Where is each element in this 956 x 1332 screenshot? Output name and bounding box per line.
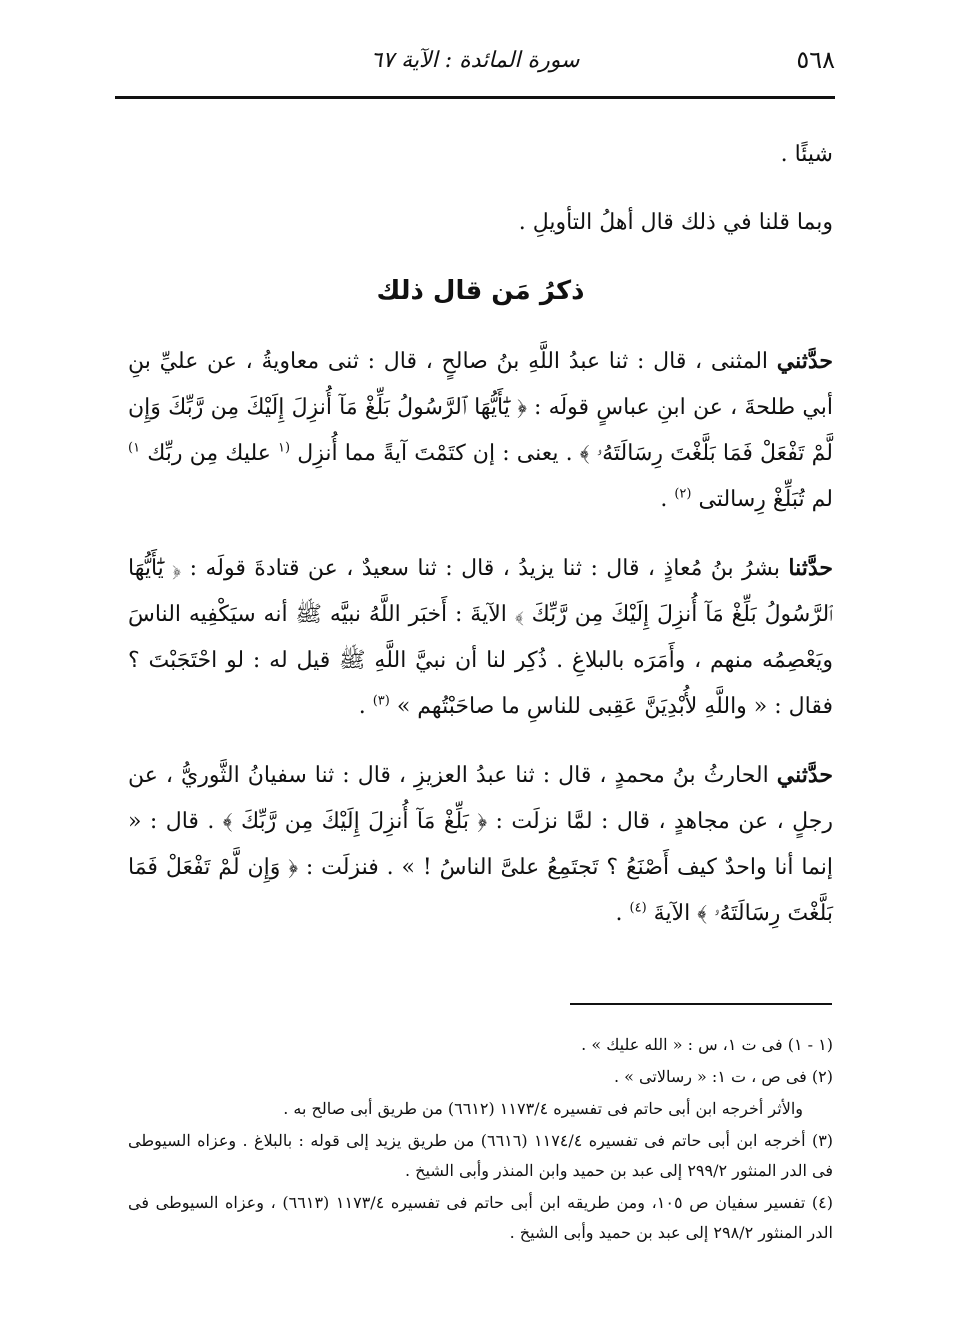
section-heading: ذكرُ مَن قال ذلك xyxy=(376,276,585,306)
footnote-3: (٣) أخرجه ابن أبى حاتم فى تفسيره ١١٧٤/٤ (٦٦١٦) من طريق يزيد إلى قوله : بالبلاغ . وعزاه السيوطى فى الدر المنثور ٢٩٩/٢ إلى عبد بن حميد وابن المنذر وأبى الشيخ . xyxy=(128,1131,834,1180)
paragraph-3 xyxy=(128,338,833,523)
paragraph-3-end: لم تُبَلِّغْ رِسالتى xyxy=(691,487,833,512)
footnote-rule xyxy=(570,1003,832,1005)
paragraph-1: شيئًا . xyxy=(780,142,833,167)
paragraph-5-close: . xyxy=(615,901,630,926)
footnote-marker: (٤) xyxy=(629,900,647,916)
footnote-4: (٤) تفسير سفيان ص ١٠٥، ومن طريقه ابن أبى حاتم فى تفسيره ١١٧٣/٤ (٦٦١٣) ، وعزاه السيوطى فى الدر المنثور ٢٩٨/٢ إلى عبد بن حميد وأبى الشيخ . xyxy=(128,1193,834,1242)
narration-lead: حدَّثني xyxy=(776,762,833,788)
paragraph-5-text: الحارثُ بنُ محمدٍ ، قال : ثنا عبدُ العزيزِ ، قال : ثنا سفيانُ الثَّوريُّ ، عن رجلٍ ، عن مجاهدٍ ، قال : لمَّا نزلَت : ﴿ بَلِّغْ مَآ أُنزِلَ إِلَيْكَ مِن رَّبِّكَ ﴾ . قال : « إنما أنا واحدٌ كيف أَصْنَعُ ؟ تَجتَمِعُ علىَّ الناسُ ! » . فنزلَت : ﴿ وَإِن لَّمْ تَفْعَلْ فَمَا بَلَّغْتَ رِسَالَتَهُۥ ﴾ الآيةَ xyxy=(128,763,833,926)
footnotes xyxy=(128,1030,833,1250)
paragraph-3-close: . xyxy=(660,487,675,512)
narration-lead: حدَّثنا xyxy=(788,555,833,581)
paragraph-3-mid: عليك مِن ربِّك xyxy=(140,441,279,466)
paragraph-4-text: بشرُ بنُ مُعاذٍ ، قال : ثنا يزيدُ ، قال : ثنا سعيدٌ ، عن قتادةَ قولَه : ﴿ يَٰٓأَيُّهَا ٱلرَّسُولُ بَلِّغْ مَآ أُنزِلَ إِلَيْكَ مِن رَّبِّكَ ﴾ الآيةَ : أَخبَر اللَّهُ نبيَّه ﷺ أنه سيَكْفِيه الناسَ ويَعْصِمُه منهم ، وأَمَرَه بالبلاغِ . ذُكِر لنا أن نبيَّ اللَّهِ ﷺ قيل له : لو احْتَجَبْتَ ؟ فقال : « واللَّهِ لأُبْدِيَنَّ عَقِبى للناسِ ما صاحَبْتُهم » xyxy=(128,556,833,719)
paragraph-2: وبما قلنا في ذلك قال أهلُ التأويلِ . xyxy=(518,210,833,235)
footnote-1: (١ - ١) فى ت ١، س : « الله عليك » . xyxy=(581,1035,833,1054)
paragraph-4 xyxy=(128,545,833,730)
paragraph-4-close: . xyxy=(358,694,373,719)
page-number: ٥٦٨ xyxy=(796,46,835,74)
footnote-marker: (٢) xyxy=(674,486,692,502)
footnote-marker: (١ xyxy=(278,440,291,456)
paragraph-3-text: المثنى ، قال : ثنا عبدُ اللَّهِ بنُ صالحٍ ، قال : ثنى معاويةُ ، عن عليِّ بنِ أبي طلحةَ ، عن ابنِ عباسٍ قولَه : ﴿ يَٰٓأَيُّهَا ٱلرَّسُولُ بَلِّغْ مَآ أُنزِلَ إِلَيْكَ مِن رَّبِّكَ وَإِن لَّمْ تَفْعَلْ فَمَا بَلَّغْتَ رِسَالَتَهُۥ ﴾ . يعنى : إن كتَمْتَ آيةً مما أُنزِل xyxy=(128,349,833,466)
footnote-marker: ١) xyxy=(128,440,141,456)
footnote-2: (٢) فى ص ، ت ١: « رسالاتى » . xyxy=(614,1067,833,1086)
header-rule xyxy=(115,96,835,99)
main-text xyxy=(128,132,833,959)
footnote-marker: (٣) xyxy=(372,693,390,709)
footnote-2-continuation: والأثر أخرجه ابن أبى حاتم فى تفسيره ١١٧٣/٤ (٦٦١٢) من طريق أبى صالح به . xyxy=(283,1099,803,1118)
page-header xyxy=(115,40,835,90)
running-title: سورة المائدة : الآية ٦٧ xyxy=(370,48,580,73)
narration-lead: حدَّثني xyxy=(776,348,833,374)
paragraph-5 xyxy=(128,752,833,937)
